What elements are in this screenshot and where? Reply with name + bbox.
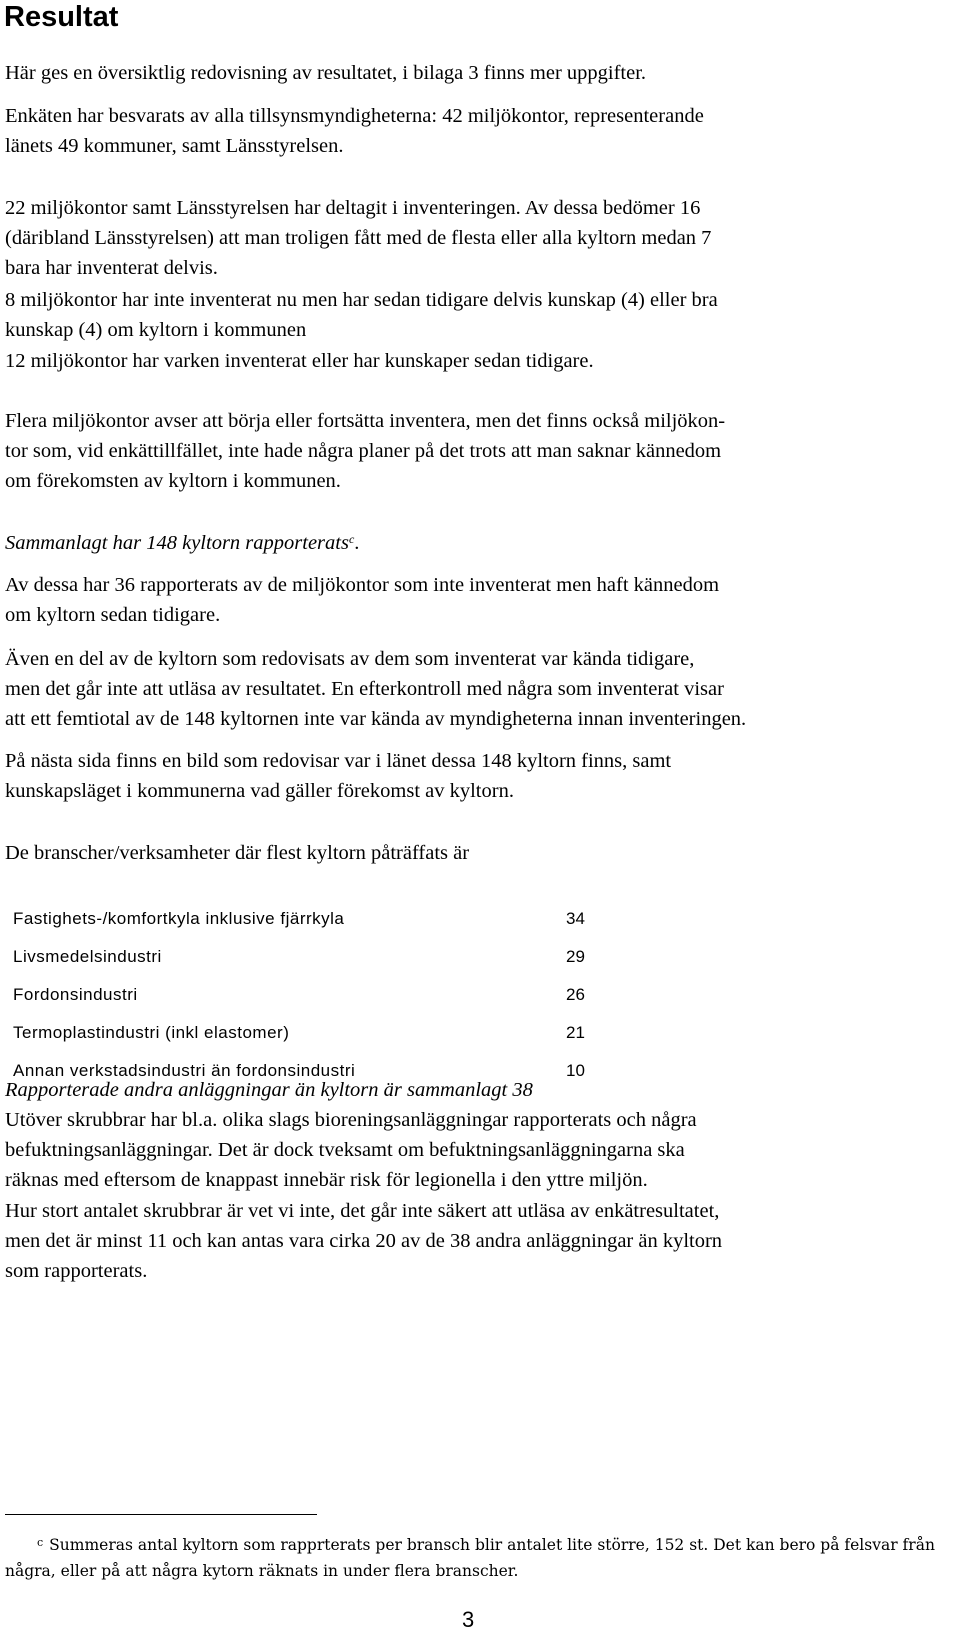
footnote-reference: c bbox=[348, 532, 355, 546]
branch-count: 10 bbox=[566, 1061, 585, 1080]
branches-table bbox=[13, 908, 585, 1098]
knowledge-paragraph: 8 miljökontor har inte inventerat nu men har sedan tidigare delvis kunskap (4) eller bra kunskap (4) om kyltorn i kommunen bbox=[5, 289, 718, 341]
plans-paragraph: Flera miljökontor avser att börja eller fortsätta inventera, men det finns också miljökon- tor som, vid enkättillfället, inte hade några planer på det trots att man saknar kännedom om förekomsten av kyltorn i kommunen. bbox=[5, 410, 726, 492]
branch-name: Livsmedelsindustri bbox=[13, 947, 162, 966]
section-heading: Resultat bbox=[4, 1, 119, 33]
inventory-paragraph: 22 miljökontor samt Länsstyrelsen har deltagit i inventeringen. Av dessa bedömer 16 (däribland Länsstyrelsen) att man troligen fått med de flesta eller alla kyltorn medan 7 bara har inventerat delvis. bbox=[5, 197, 712, 279]
branch-name: Fordonsindustri bbox=[13, 985, 138, 1004]
next-page-paragraph: På nästa sida finns en bild som redovisar var i länet dessa 148 kyltorn finns, samt kunskapsläget i kommunerna vad gäller förekomst av kyltorn. bbox=[5, 750, 672, 802]
branch-name: Termoplastindustri (inkl elastomer) bbox=[13, 1023, 290, 1042]
scrubbers-count-paragraph: Hur stort antalet skrubbrar är vet vi inte, det går inte säkert att utläsa av enkätresultatet, men det är minst 11 och kan antas vara cirka 20 av de 38 andra anläggningar än kyltorn som rapporterats. bbox=[5, 1200, 723, 1282]
table-row bbox=[13, 984, 585, 1022]
followup-paragraph: Även en del av de kyltorn som redovisats av dem som inventerat var kända tidigare, men det går inte att utläsa av resultatet. En efterkontroll med några som inventerat visar att ett femtiotal av de 148 kyltornen inte var kända av myndigheterna innan inventeringen. bbox=[5, 648, 747, 730]
branch-count: 21 bbox=[566, 1023, 585, 1042]
total-statement bbox=[5, 528, 359, 558]
branch-count: 29 bbox=[566, 947, 585, 966]
branches-heading: De branscher/verksamheter där flest kyltorn påträffats är bbox=[5, 842, 470, 864]
branch-name: Fastighets-/komfortkyla inklusive fjärrkyla bbox=[13, 909, 345, 928]
scrubbers-paragraph: Utöver skrubbrar har bl.a. olika slags bioreningsanläggningar rapporterats och några befuktningsanläggningar. Det är dock tveksamt om befuktningsanläggningarna ska räknas med eftersom de knappast innebär risk för legionella i den yttre miljön. bbox=[5, 1109, 697, 1191]
table-row bbox=[13, 908, 585, 946]
branch-count: 26 bbox=[566, 985, 585, 1004]
page-number: 3 bbox=[462, 1607, 475, 1632]
survey-paragraph: Enkäten har besvarats av alla tillsynsmyndigheterna: 42 miljökontor, representerande länets 49 kommuner, samt Länsstyrelsen. bbox=[5, 105, 704, 157]
footnote-divider bbox=[5, 1514, 317, 1515]
footnote-mark: c bbox=[37, 1536, 44, 1549]
table-row bbox=[13, 1022, 585, 1060]
branch-count: 34 bbox=[566, 909, 585, 928]
footnote bbox=[5, 1532, 950, 1584]
other-facilities-statement: Rapporterade andra anläggningar än kyltorn är sammanlagt 38 bbox=[5, 1079, 533, 1101]
table-row bbox=[13, 946, 585, 984]
total-statement-text: Sammanlagt har 148 kyltorn rapporterats bbox=[5, 532, 349, 554]
branch-name: Annan verkstadsindustri än fordonsindustri bbox=[13, 1061, 356, 1080]
total-statement-end: . bbox=[354, 532, 360, 554]
no-knowledge-paragraph: 12 miljökontor har varken inventerat eller har kunskaper sedan tidigare. bbox=[5, 350, 594, 372]
reported-paragraph: Av dessa har 36 rapporterats av de miljökontor som inte inventerat men haft kännedom om kyltorn sedan tidigare. bbox=[5, 574, 720, 626]
footnote-text: Summeras antal kyltorn som rapprterats per bransch blir antalet lite större, 152 st. Det kan bero på felsvar från några, eller på att några kytorn räknats in under flera branscher. bbox=[5, 1536, 935, 1580]
intro-paragraph: Här ges en översiktlig redovisning av resultatet, i bilaga 3 finns mer uppgifter. bbox=[5, 62, 647, 84]
